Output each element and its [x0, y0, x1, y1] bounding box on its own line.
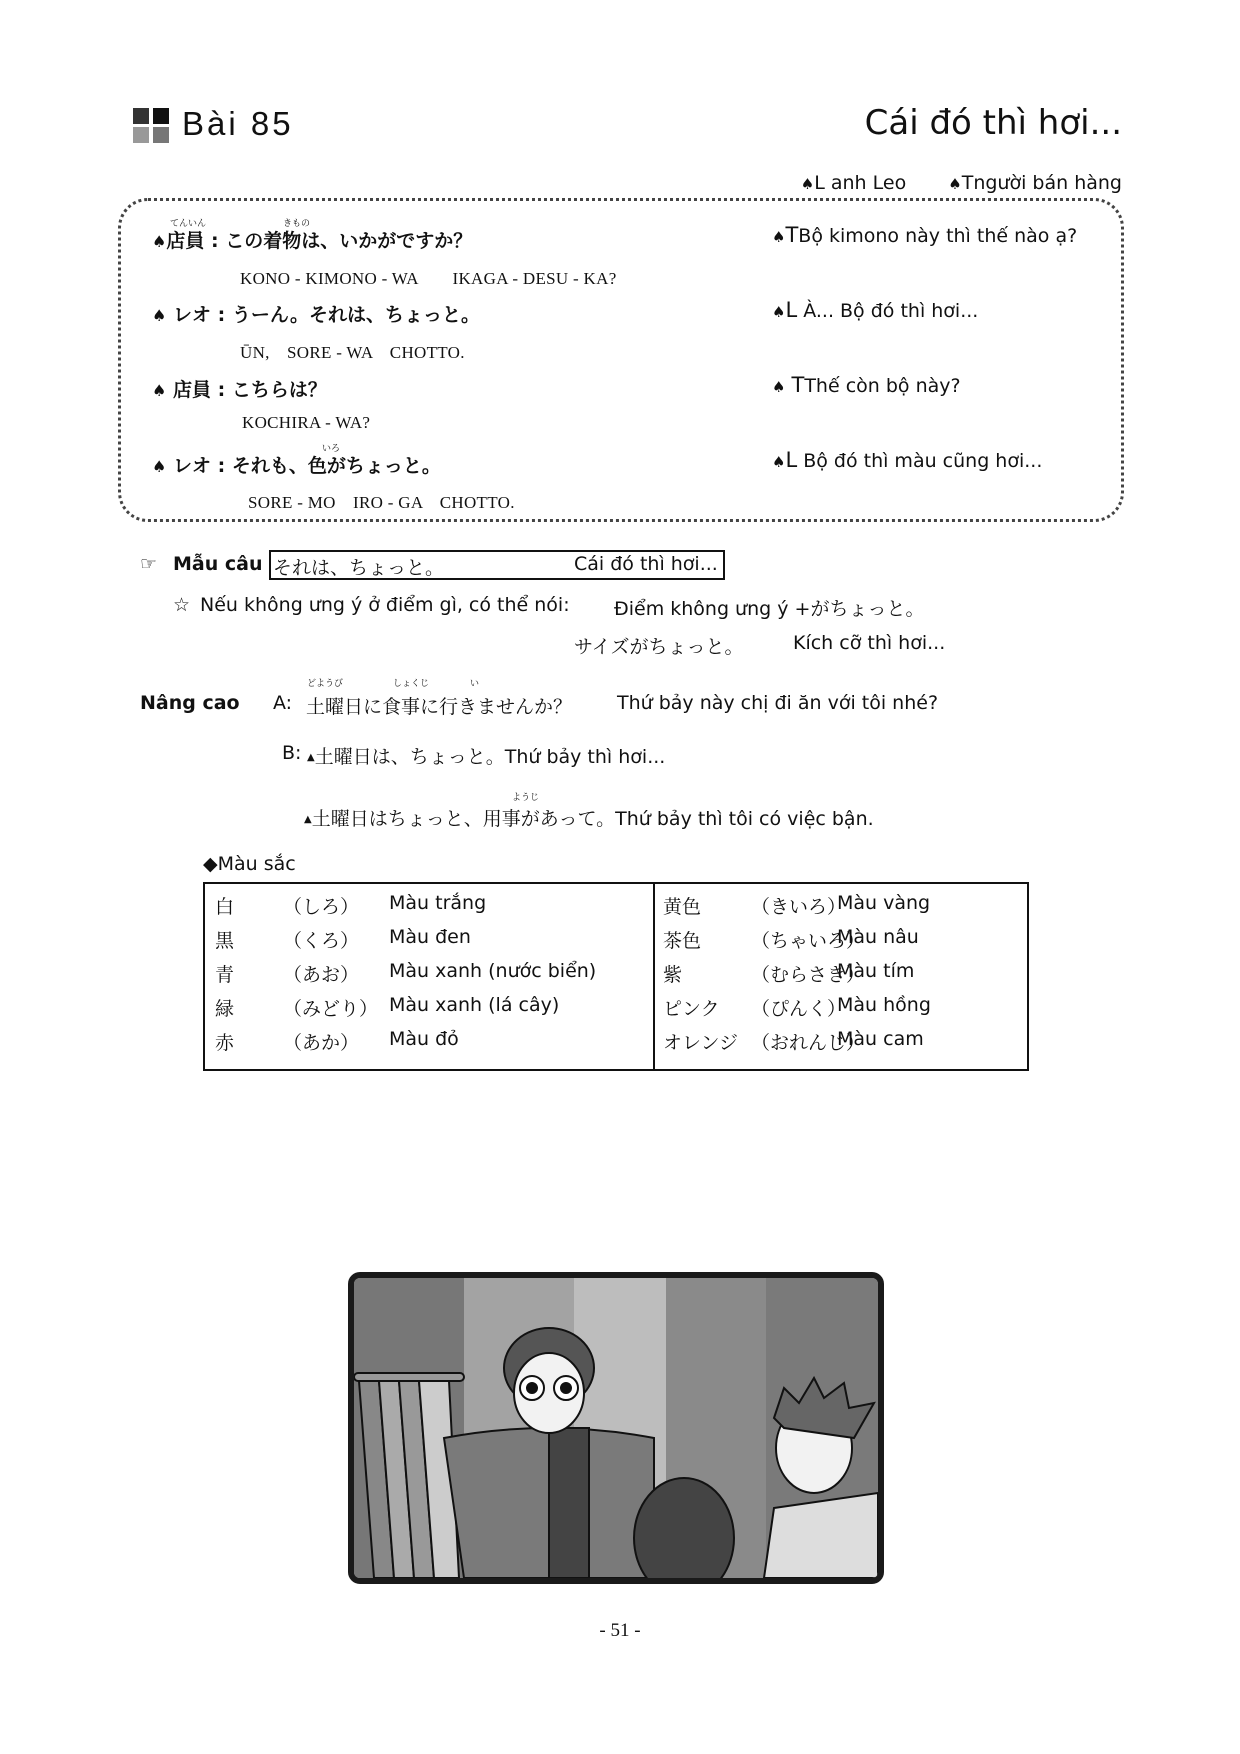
color-kanji: 茶色 — [663, 930, 702, 952]
line-text: こちらは？ — [231, 379, 327, 401]
character-label: anh Leo — [830, 172, 907, 194]
color-kanji: 赤 — [215, 1032, 235, 1054]
spade-icon: ♠ — [152, 232, 167, 251]
text-ruby: きもの — [283, 219, 311, 229]
star-icon: ☆ — [173, 594, 191, 616]
color-meaning: Màu vàng — [837, 892, 931, 914]
pattern-jp: それは、ちょっと。 — [273, 557, 445, 579]
romaji: SORE - MO IRO - GA CHOTTO. — [248, 493, 515, 512]
ruby: ようじ — [512, 793, 540, 803]
example-vn: Kích cỡ thì hơi... — [793, 632, 946, 654]
page-number: - 51 - — [599, 1620, 641, 1641]
color-reading: （しろ） — [283, 896, 360, 918]
speaker-a: A: — [273, 692, 293, 714]
color-kanji: 青 — [215, 964, 235, 986]
color-meaning: Màu tím — [837, 960, 915, 982]
character-code: L — [814, 172, 825, 194]
color-meaning: Màu đen — [389, 926, 471, 948]
color-kanji: 紫 — [663, 964, 683, 986]
pattern-formula: Điểm không ưng ý +がちょっと。 — [614, 598, 925, 620]
advanced-label: Nâng cao — [140, 692, 240, 714]
dialog-line — [152, 375, 327, 402]
color-kanji: ピンク — [663, 998, 720, 1020]
table-divider — [653, 884, 655, 1069]
color-reading: （ぴんく） — [751, 998, 847, 1020]
color-meaning: Màu đỏ — [389, 1028, 459, 1050]
color-reading: （むらさき） — [751, 964, 866, 986]
translation: ♠L À... Bộ đó thì hơi... — [772, 298, 979, 322]
diamond-icon: ◆ — [203, 853, 218, 875]
color-reading: （おれんじ） — [751, 1032, 866, 1054]
color-meaning: Màu xanh (nước biển) — [389, 960, 597, 982]
pattern-label: Mẫu câu — [173, 553, 263, 575]
text-ruby: いろ — [322, 444, 341, 454]
ruby: い — [470, 679, 480, 689]
character-label: người bán hàng — [973, 172, 1122, 194]
triangle-icon: ▲ — [307, 752, 315, 763]
example-jp: サイズがちょっと。 — [574, 636, 744, 658]
spade-icon: ♠ — [772, 303, 786, 321]
color-kanji: オレンジ — [663, 1032, 739, 1054]
b1-line: ▲土曜日は、ちょっと。Thứ bảy thì hơi... — [307, 746, 666, 768]
romaji: KOCHIRA - WA? — [242, 413, 371, 432]
a-vn: Thứ bảy này chị đi ăn với tôi nhé? — [617, 692, 939, 714]
line-text: この着物は、いかがですか？ — [225, 230, 473, 252]
color-kanji: 白 — [215, 896, 235, 918]
speaker-b: B: — [282, 742, 302, 764]
a-jp: 土曜日に食事に行きませんか？ — [306, 696, 573, 718]
lesson-number: Bài 85 — [182, 105, 294, 142]
dialog-line — [152, 451, 441, 478]
spade-icon: ♠ — [772, 378, 786, 396]
color-meaning: Màu cam — [837, 1028, 924, 1050]
color-kanji: 黄色 — [663, 896, 702, 918]
line-text: それも、色がちょっと。 — [231, 455, 441, 477]
shop-scene-image — [354, 1278, 878, 1578]
spade-icon: ♠ — [152, 457, 167, 476]
b2-line: ▲土曜日はちょっと、用事があって。Thứ bảy thì tôi có việc bận. — [304, 808, 874, 830]
spade-icon: ♠ — [152, 306, 167, 325]
character-legend — [801, 172, 1122, 194]
pattern-note: Nếu không ưng ý ở điểm gì, có thể nói: — [200, 594, 570, 616]
color-reading: （きいろ） — [751, 896, 847, 918]
colors-heading: ◆Màu sắc — [203, 853, 296, 875]
line-text: うーん。それは、ちょっと。 — [231, 304, 480, 326]
triangle-icon: ▲ — [304, 814, 312, 825]
page-title: Cái đó thì hơi... — [864, 103, 1122, 143]
color-reading: （くろ） — [283, 930, 360, 952]
romaji: ŪN, SORE - WA CHOTTO. — [240, 343, 465, 362]
colon: : — [217, 379, 226, 401]
spade-icon: ♠ — [152, 381, 167, 400]
color-meaning: Màu trắng — [389, 892, 487, 914]
color-meaning: Màu hồng — [837, 994, 931, 1016]
color-table — [203, 882, 1029, 1071]
lesson-logo-icon — [133, 108, 171, 144]
color-reading: （ちゃいろ） — [751, 930, 866, 952]
color-kanji: 黒 — [215, 930, 235, 952]
spade-icon: ♠ — [772, 228, 786, 246]
speaker: レオ — [172, 304, 211, 326]
character-code: T — [961, 172, 974, 194]
pattern-vn: Cái đó thì hơi... — [574, 553, 718, 575]
color-meaning: Màu nâu — [837, 926, 919, 948]
translation: ♠ TThế còn bộ này? — [772, 373, 961, 397]
spade-icon: ♠ — [800, 175, 815, 193]
speaker: レオ — [172, 455, 211, 477]
color-reading: （みどり） — [283, 998, 379, 1020]
color-kanji: 緑 — [215, 998, 235, 1020]
romaji: KONO - KIMONO - WA IKAGA - DESU - KA? — [240, 269, 617, 288]
colon: : — [217, 455, 226, 477]
colon: : — [210, 230, 219, 252]
colon: : — [217, 304, 226, 326]
speaker-ruby: てんいん — [170, 219, 207, 229]
color-reading: （あお） — [283, 964, 360, 986]
translation: ♠L Bộ đó thì màu cũng hơi... — [772, 448, 1043, 472]
color-reading: （あか） — [283, 1032, 360, 1054]
spade-icon: ♠ — [948, 175, 962, 193]
illustration — [348, 1272, 884, 1584]
spade-icon: ♠ — [772, 453, 786, 471]
dialog-line — [152, 300, 480, 327]
dialog-line — [152, 226, 472, 253]
color-meaning: Màu xanh (lá cây) — [389, 994, 560, 1016]
ruby: しょくじ — [393, 679, 430, 689]
ruby: どようび — [307, 679, 344, 689]
pointing-hand-icon: ☞ — [140, 553, 158, 575]
speaker: 店員 — [172, 379, 211, 401]
translation: ♠TBộ kimono này thì thế nào ạ? — [772, 223, 1078, 247]
speaker: 店員 — [166, 230, 205, 252]
